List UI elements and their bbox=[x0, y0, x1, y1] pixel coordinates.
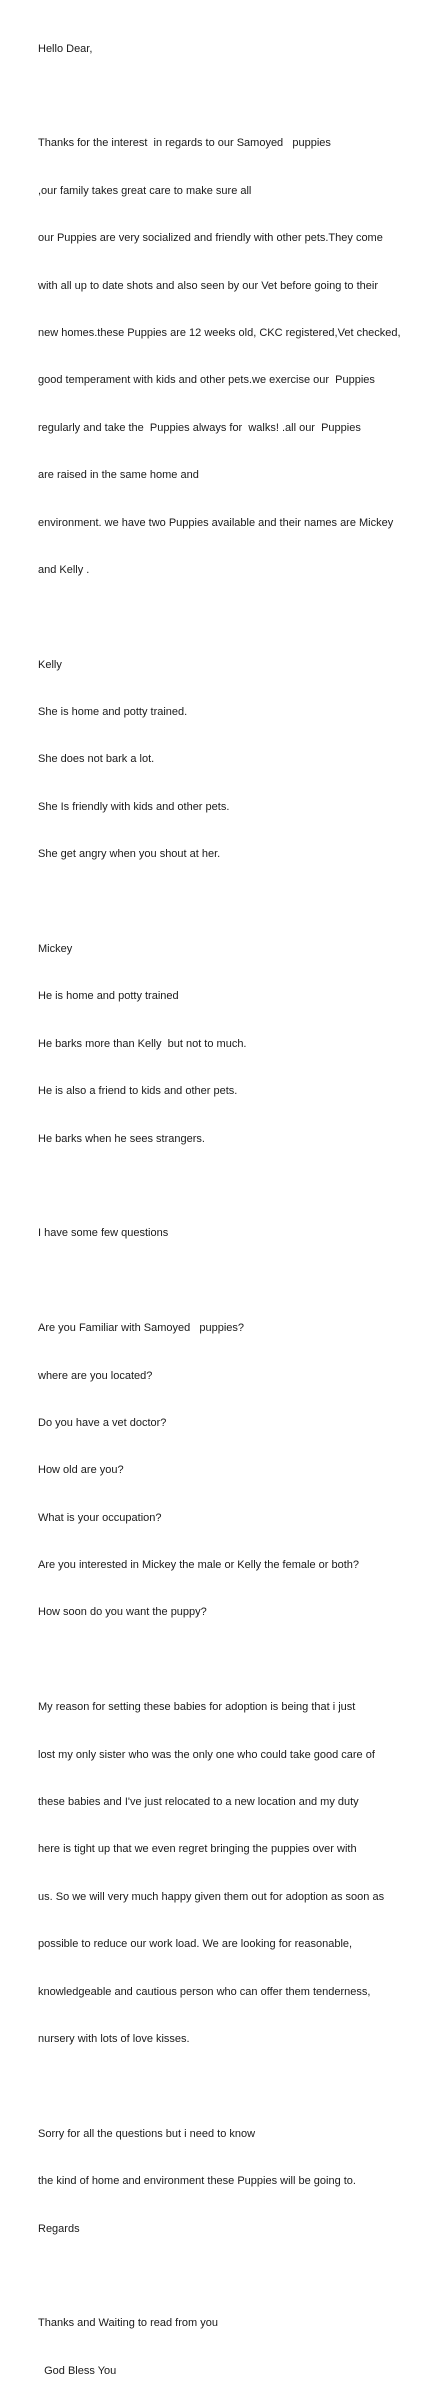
text-line: She Is friendly with kids and other pets. bbox=[38, 800, 230, 813]
text-line: He barks when he sees strangers. bbox=[38, 1132, 205, 1145]
text-line bbox=[38, 1179, 413, 1195]
text-line: and Kelly . bbox=[38, 563, 90, 576]
text-line: He is also a friend to kids and other pets. bbox=[38, 1085, 238, 1098]
text-line: new homes.these Puppies are 12 weeks old, CKC registered,Vet checked, bbox=[38, 326, 401, 339]
text-line: She does not bark a lot. bbox=[38, 753, 155, 766]
text-line: us. So we will very much happy given them out for adoption as soon as bbox=[38, 1890, 385, 1903]
text-line: Thanks for the interest in regards to our Samoyed puppies bbox=[38, 137, 331, 150]
text-line: these babies and I've just relocated to a new location and my duty bbox=[38, 1796, 359, 1809]
text-line: environment. we have two Puppies available and their names are Mickey bbox=[38, 516, 394, 529]
text-line: regularly and take the Puppies always for walks! .all our Puppies bbox=[38, 421, 361, 434]
text-line bbox=[38, 2079, 413, 2095]
text-line: I have some few questions bbox=[38, 1227, 169, 1240]
text-line: are raised in the same home and bbox=[38, 469, 199, 482]
text-line: Regards bbox=[38, 2222, 80, 2235]
text-line bbox=[38, 89, 413, 105]
text-line: knowledgeable and cautious person who can offer them tenderness, bbox=[38, 1985, 371, 1998]
text-line: the kind of home and environment these Puppies will be going to. bbox=[38, 2175, 356, 2188]
text-line: Thanks and Waiting to read from you bbox=[38, 2317, 218, 2330]
text-line bbox=[38, 1274, 413, 1290]
text-line: possible to reduce our work load. We are looking for reasonable, bbox=[38, 1938, 353, 1951]
text-line: How soon do you want the puppy? bbox=[38, 1606, 207, 1619]
text-line: He is home and potty trained bbox=[38, 990, 179, 1003]
text-line: with all up to date shots and also seen by our Vet before going to their bbox=[38, 279, 379, 292]
text-line bbox=[38, 1653, 413, 1669]
text-line: She is home and potty trained. bbox=[38, 706, 188, 719]
text-line: Kelly bbox=[38, 658, 62, 671]
text-line: our Puppies are very socialized and friendly with other pets.They come bbox=[38, 232, 383, 245]
text-line: God Bless You bbox=[38, 2364, 117, 2377]
text-line: Do you have a vet doctor? bbox=[38, 1416, 167, 1429]
text-line: Mickey bbox=[38, 943, 73, 956]
text-line: My reason for setting these babies for adoption is being that i just bbox=[38, 1701, 356, 1714]
text-line: How old are you? bbox=[38, 1464, 124, 1477]
text-line bbox=[38, 895, 413, 911]
text-line: nursery with lots of love kisses. bbox=[38, 2033, 190, 2045]
text-line bbox=[38, 2269, 413, 2285]
text-line: here is tight up that we even regret bringing the puppies over with bbox=[38, 1843, 357, 1856]
text-line: Are you interested in Mickey the male or Kelly the female or both? bbox=[38, 1559, 359, 1572]
text-line: Are you Familiar with Samoyed puppies? bbox=[38, 1322, 245, 1335]
text-line: Hello Dear, bbox=[38, 42, 93, 55]
text-line: lost my only sister who was the only one who could take good care of bbox=[38, 1748, 375, 1761]
text-line: What is your occupation? bbox=[38, 1511, 162, 1524]
text-line: ,our family takes great care to make sure all bbox=[38, 184, 252, 197]
text-line bbox=[38, 610, 413, 626]
text-line: good temperament with kids and other pets.we exercise our Puppies bbox=[38, 374, 375, 387]
text-line: where are you located? bbox=[38, 1369, 153, 1382]
text-line: She get angry when you shout at her. bbox=[38, 848, 221, 861]
text-line: Sorry for all the questions but i need to know bbox=[38, 2127, 256, 2140]
text-line: He barks more than Kelly but not to much. bbox=[38, 1037, 247, 1050]
